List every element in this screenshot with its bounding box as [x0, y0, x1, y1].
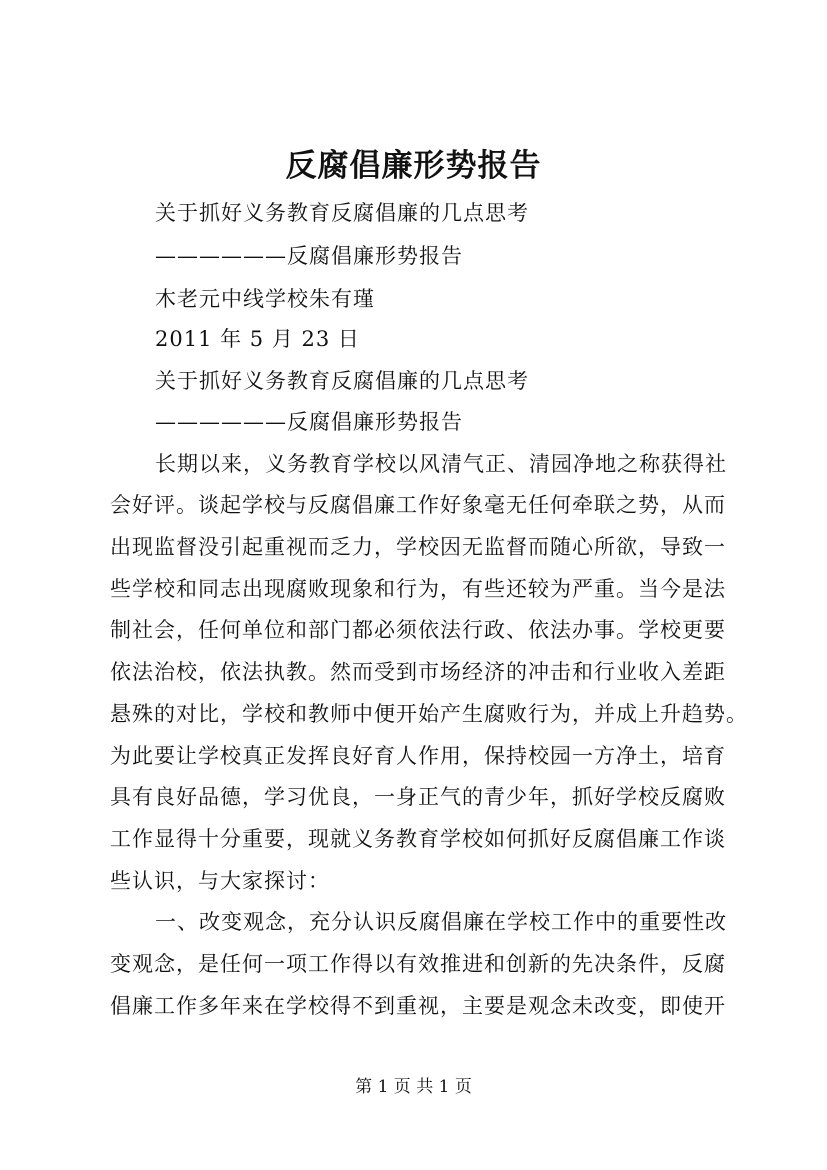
- paragraph-line: 制社会，任何单位和部门都必须依法行政、依法办事。学校更要: [110, 618, 726, 642]
- paragraph-line: 具有良好品德，学习优良，一身正气的青少年，抓好学校反腐败: [110, 785, 726, 809]
- paragraph-line: 倡廉工作多年来在学校得不到重视，主要是观念未改变，即使开: [110, 994, 726, 1018]
- header-line: ——————反腐倡廉形势报告: [155, 410, 463, 434]
- page-footer: 第 1 页 共 1 页: [355, 1077, 472, 1097]
- paragraph-line: 为此要让学校真正发挥良好育人作用，保持校园一方净土，培育: [110, 744, 726, 768]
- paragraph-line: 出现监督没引起重视而乏力，学校因无监督而随心所欲，导致一: [110, 535, 726, 559]
- paragraph-line: 工作显得十分重要，现就义务教育学校如何抓好反腐倡廉工作谈: [110, 827, 726, 851]
- header-line: 关于抓好义务教育反腐倡廉的几点思考: [155, 369, 529, 393]
- paragraph-line: 长期以来，义务教育学校以风清气正、清园净地之称获得社: [155, 452, 727, 476]
- paragraph-line: 一、改变观念，充分认识反腐倡廉在学校工作中的重要性改: [155, 910, 727, 934]
- paragraph-line: 变观念，是任何一项工作得以有效推进和创新的先决条件，反腐: [110, 952, 726, 976]
- paragraph-line: 些认识，与大家探讨：: [110, 869, 330, 893]
- paragraph-line: 悬殊的对比，学校和教师中便开始产生腐败行为，并成上升趋势。: [110, 702, 748, 726]
- paragraph-line: 会好评。谈起学校与反腐倡廉工作好象毫无任何牵联之势，从而: [110, 493, 726, 517]
- header-line: 关于抓好义务教育反腐倡廉的几点思考: [155, 201, 529, 225]
- paragraph-line: 些学校和同志出现腐败现象和行为，有些还较为严重。当今是法: [110, 577, 726, 601]
- header-line: 木老元中线学校朱有瑾: [155, 287, 375, 311]
- paragraph-line: 依法治校，依法执教。然而受到市场经济的冲击和行业收入差距: [110, 660, 726, 684]
- document-title: 反腐倡廉形势报告: [285, 148, 542, 184]
- header-line: ——————反腐倡廉形势报告: [155, 244, 463, 268]
- header-line: 2011 年 5 月 23 日: [155, 327, 360, 351]
